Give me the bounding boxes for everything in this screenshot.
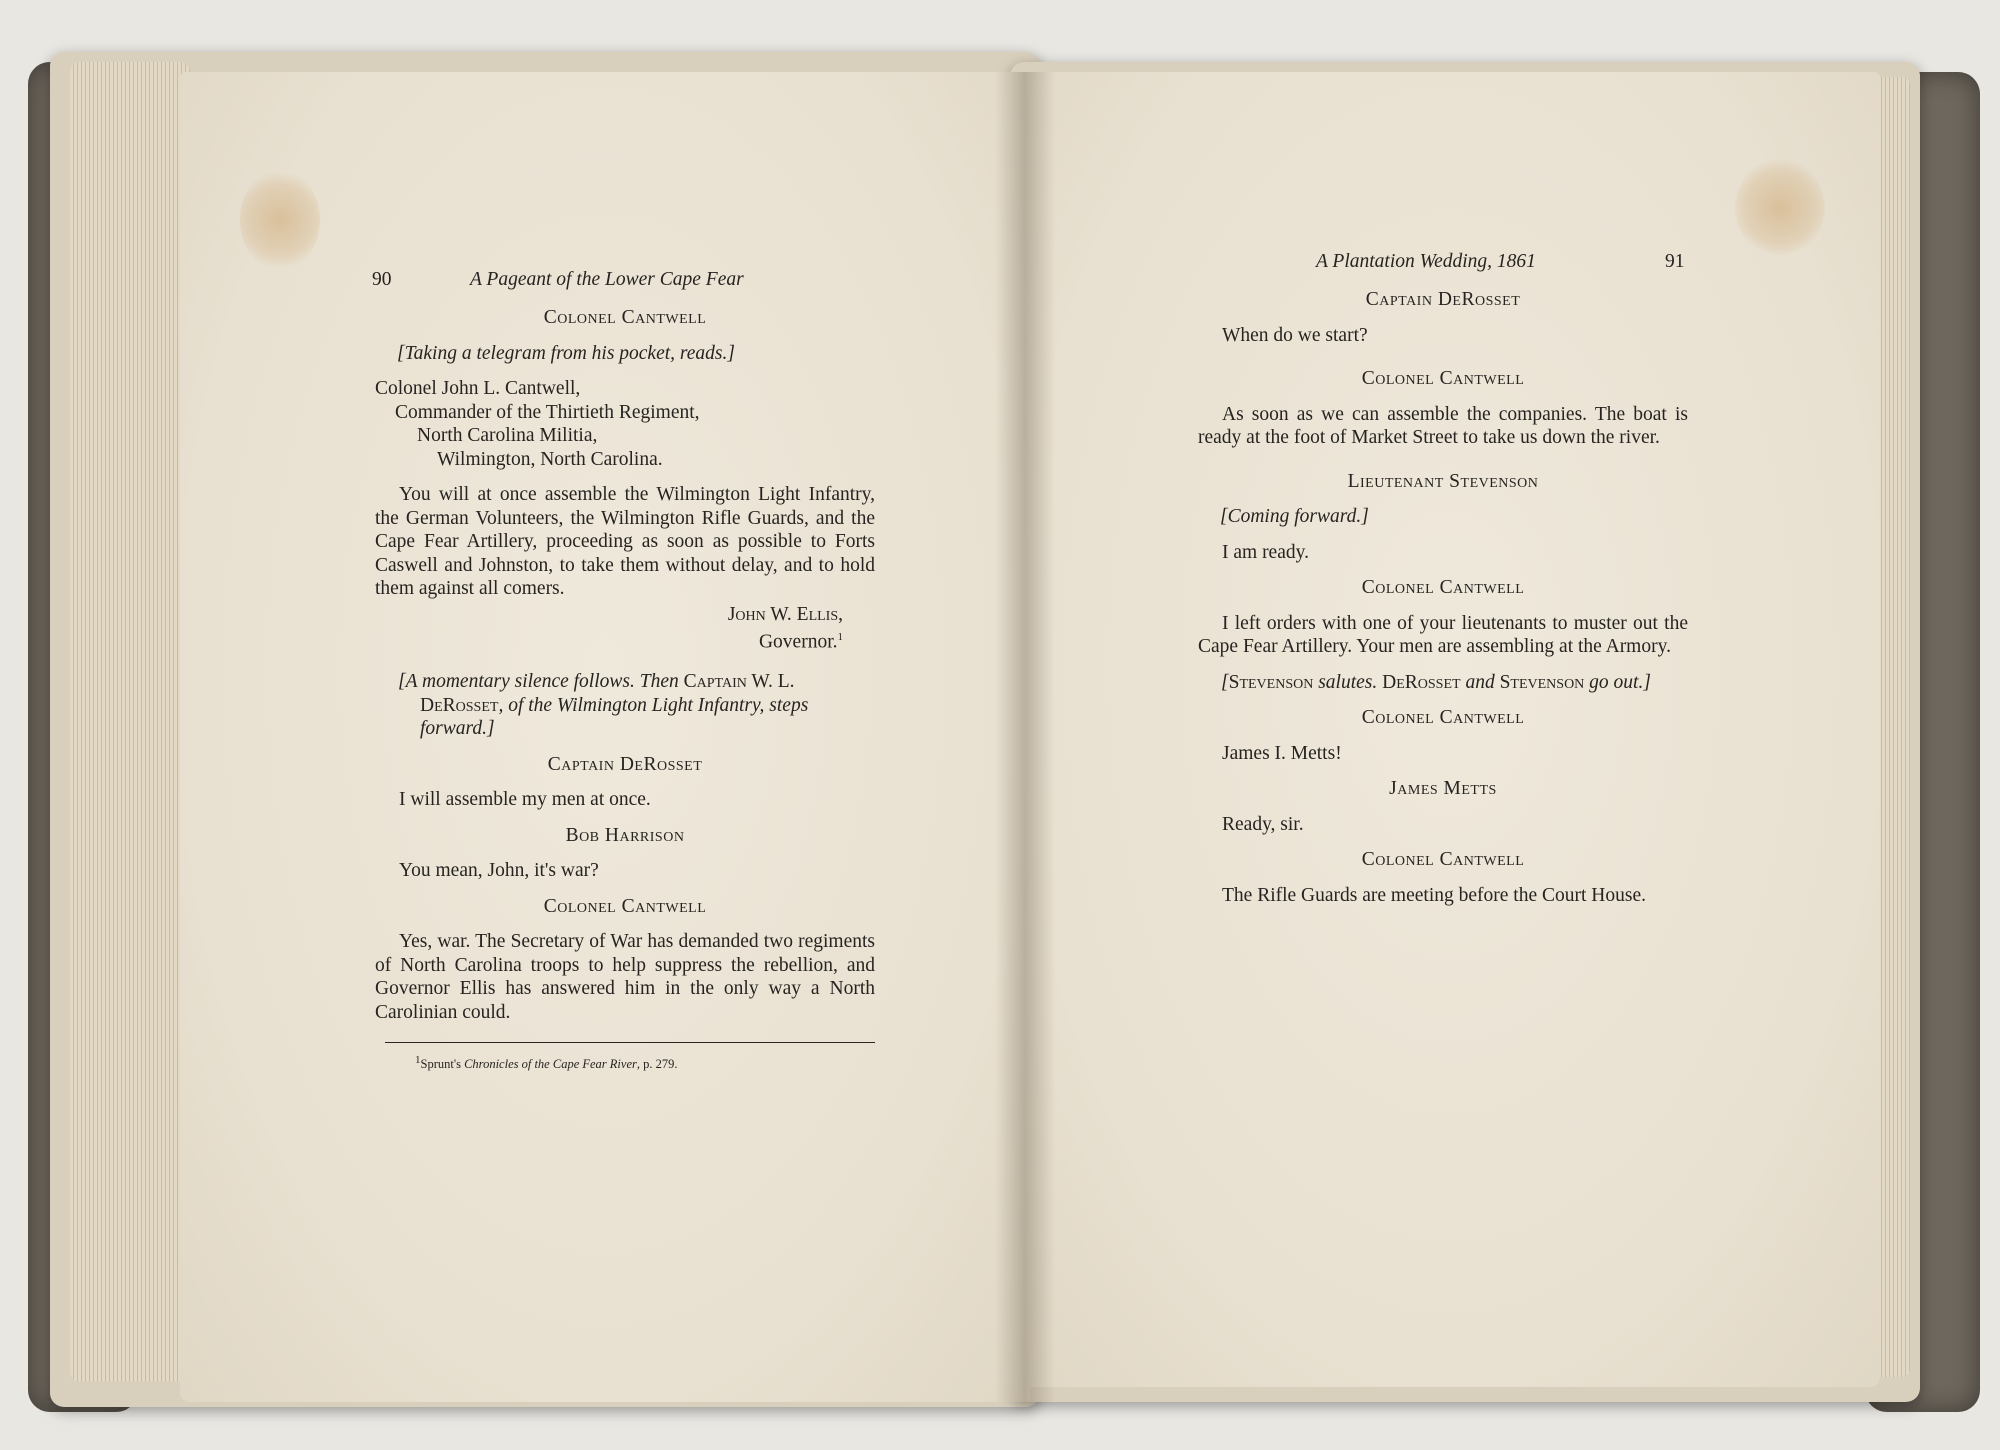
speaker-heading: Captain DeRosset xyxy=(547,753,703,775)
footnote-number: 1 xyxy=(415,1054,421,1066)
signature-title: Governor. xyxy=(758,631,838,653)
address-line: Commander of the Thirtieth Regiment, xyxy=(395,401,700,423)
right-page-text xyxy=(1198,250,1688,917)
footnote-text: Sprunt's xyxy=(420,1057,465,1072)
stage-direction-5: [Stevenson salutes. DeRosset and Stevenson go out.] xyxy=(1221,671,1651,693)
speaker-heading: Colonel Cantwell xyxy=(1361,707,1525,728)
stain-right xyxy=(1735,160,1825,255)
stage-character: Stevenson xyxy=(1228,671,1314,693)
address-line: Colonel John L. Cantwell, xyxy=(375,378,581,399)
stage-text: [A momentary silence follows. Then xyxy=(398,671,684,692)
stage-direction: [Coming forward.] xyxy=(1220,506,1369,527)
dialogue-line: I will assemble my men at once. xyxy=(399,789,651,810)
footnote-title: Chronicles of the Cape Fear River xyxy=(464,1057,637,1072)
speaker-heading: Bob Harrison xyxy=(565,824,685,846)
address-line: North Carolina Militia, xyxy=(417,425,598,446)
speaker-heading: Colonel Cantwell xyxy=(543,307,707,328)
stage-text: salutes. xyxy=(1313,671,1383,693)
stain-left xyxy=(240,170,320,270)
address-line: Wilmington, North Carolina. xyxy=(437,448,663,470)
dialogue-line: When do we start? xyxy=(1222,324,1368,346)
signature xyxy=(375,603,875,655)
speaker-heading: Colonel Cantwell xyxy=(1361,849,1525,870)
dialogue-line: Ready, sir. xyxy=(1222,813,1304,835)
stage-text: and xyxy=(1460,671,1500,693)
speaker-heading: Colonel Cantwell xyxy=(1361,577,1525,598)
left-page-stack xyxy=(70,62,190,1382)
dialogue-line: James I. Metts! xyxy=(1222,742,1342,764)
speaker-heading: Colonel Cantwell xyxy=(543,895,707,917)
page-number-left: 90 xyxy=(372,269,392,290)
signature-name: John W. Ellis, xyxy=(727,603,843,625)
stage-character: Captain W. L. DeRosset xyxy=(420,671,795,716)
dialogue-line: Yes, war. The Secretary of War has demanded two regiments of North Carolina troops to help suppress the rebellion, and Governor Ellis has answered him in the only way a North Carolinian could. xyxy=(375,931,875,1023)
stage-text: go out.] xyxy=(1584,671,1651,693)
telegram-address xyxy=(375,377,875,471)
running-head-left: A Pageant of the Lower Cape Fear xyxy=(470,269,744,290)
left-page-text xyxy=(372,268,875,1077)
right-running-header xyxy=(1198,250,1688,274)
speaker-heading: Colonel Cantwell xyxy=(1361,368,1525,389)
footnote xyxy=(375,1049,875,1077)
stage-character: Stevenson xyxy=(1499,671,1585,693)
dialogue-line: As soon as we can assemble the companies. The boat is ready at the foot of Market Street to take us down the river. xyxy=(1198,403,1688,448)
stage-text: , of the Wilmington Light Infantry, steps forward.] xyxy=(420,694,809,739)
dialogue-line: The Rifle Guards are meeting before the Court House. xyxy=(1222,884,1646,906)
stage-character: DeRosset xyxy=(1382,671,1461,693)
footnote-text: , p. 279. xyxy=(636,1057,678,1072)
dialogue-line: I left orders with one of your lieutenants to muster out the Cape Fear Artillery. Your men are assembling at the Armory. xyxy=(1198,612,1688,657)
stage-direction: [Taking a telegram from his pocket, reads.] xyxy=(397,342,735,364)
stage-direction-2 xyxy=(375,670,875,741)
footnote-rule xyxy=(385,1042,875,1043)
speaker-heading: Captain DeRosset xyxy=(1365,289,1521,310)
dialogue-line: You mean, John, it's war? xyxy=(399,860,599,881)
speaker-heading: James Metts xyxy=(1389,778,1497,799)
page-number-right: 91 xyxy=(1665,251,1685,272)
speaker-heading: Lieutenant Stevenson xyxy=(1347,470,1539,492)
left-running-header xyxy=(372,268,875,292)
dialogue-line: I am ready. xyxy=(1222,541,1309,563)
book-gutter xyxy=(995,72,1055,1402)
footnote-marker: 1 xyxy=(837,631,843,643)
running-head-right: A Plantation Wedding, 1861 xyxy=(1316,251,1536,272)
telegram-body: You will at once assemble the Wilmington Light Infantry, the German Volunteers, the Wilmington Rifle Guards, and the Cape Fear Artillery, proceeding as soon as possible to Forts Caswell and Johnston, to take them without delay, and to hold them against all comers. xyxy=(375,484,875,599)
